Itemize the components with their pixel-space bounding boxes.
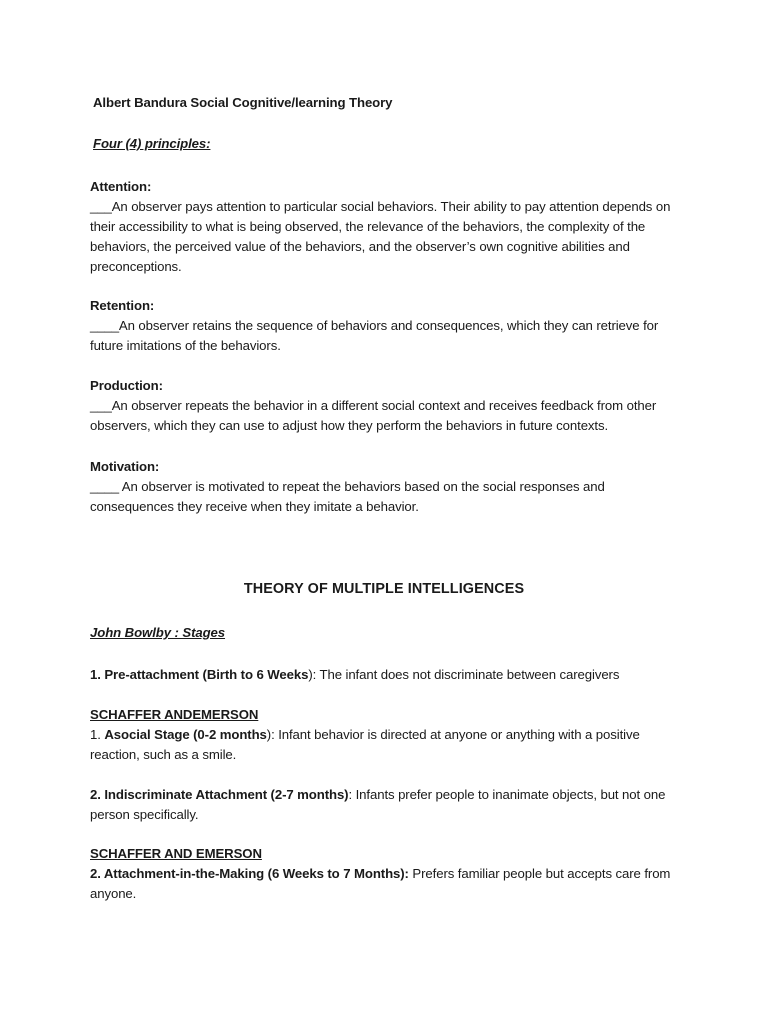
indiscriminate-attachment-text: : Infants prefer people to inanimate objects, but not one person specifically. xyxy=(90,787,666,822)
indiscriminate-attachment xyxy=(90,785,690,825)
attachment-in-the-making xyxy=(90,864,690,904)
production-section xyxy=(90,376,690,436)
multiple-intelligences-title: THEORY OF MULTIPLE INTELLIGENCES xyxy=(243,581,525,597)
production-label: Production: xyxy=(90,378,163,393)
asocial-stage xyxy=(90,725,690,765)
principles-heading: Four (4) principles: xyxy=(93,136,211,151)
motivation-label: Motivation: xyxy=(90,459,160,474)
bowlby-heading: John Bowlby : Stages xyxy=(90,625,226,640)
attachment-in-the-making-label: 2. Attachment-in-the-Making (6 Weeks to 7 Months): xyxy=(90,866,409,881)
bowlby-stage-1 xyxy=(90,665,690,685)
retention-text: ____An observer retains the sequence of behaviors and consequences, which they can retrieve for future imitations of the behaviors. xyxy=(90,318,659,353)
bowlby-stage-1-close: ) xyxy=(308,667,313,682)
attachment-in-the-making-text: Prefers familiar people but accepts care from anyone. xyxy=(90,866,671,901)
schaffer-heading-1: SCHAFFER ANDEMERSON xyxy=(90,707,259,722)
schaffer-heading-2: SCHAFFER AND EMERSON xyxy=(90,846,262,861)
schaffer-section-2 xyxy=(90,844,690,904)
schaffer-section-1 xyxy=(90,705,690,765)
attention-text: ___An observer pays attention to particular social behaviors. Their ability to pay attention depends on their accessibility to what is being observed, the relevance of the behaviors, the complexity of the behaviors, the perceived value of the behaviors, and the observer’s own cognitive abilities and preconceptions. xyxy=(90,199,671,274)
indiscriminate-attachment-label: 2. Indiscriminate Attachment (2-7 months) xyxy=(90,787,349,802)
bowlby-stage-1-text: : The infant does not discriminate between caregivers xyxy=(312,667,620,682)
asocial-stage-num: 1. xyxy=(90,727,105,742)
motivation-section xyxy=(90,457,690,517)
motivation-text: ____ An observer is motivated to repeat the behaviors based on the social responses and consequences they receive when they imitate a behavior. xyxy=(90,479,605,514)
retention-section xyxy=(90,296,690,356)
retention-label: Retention: xyxy=(90,298,155,313)
document-title: Albert Bandura Social Cognitive/learning Theory xyxy=(93,95,393,110)
asocial-stage-close: ) xyxy=(266,727,272,742)
asocial-stage-text: : Infant behavior is directed at anyone or anything with a positive reaction, such as a smile. xyxy=(90,727,640,762)
attention-section xyxy=(90,177,690,277)
asocial-stage-label: Asocial Stage (0-2 months xyxy=(104,727,267,742)
bowlby-stage-1-label: 1. Pre-attachment (Birth to 6 Weeks xyxy=(90,667,309,682)
attention-label: Attention: xyxy=(90,179,152,194)
production-text: ___An observer repeats the behavior in a different social context and receives feedback from other observers, which they can use to adjust how they perform the behaviors in future contexts. xyxy=(90,398,657,433)
